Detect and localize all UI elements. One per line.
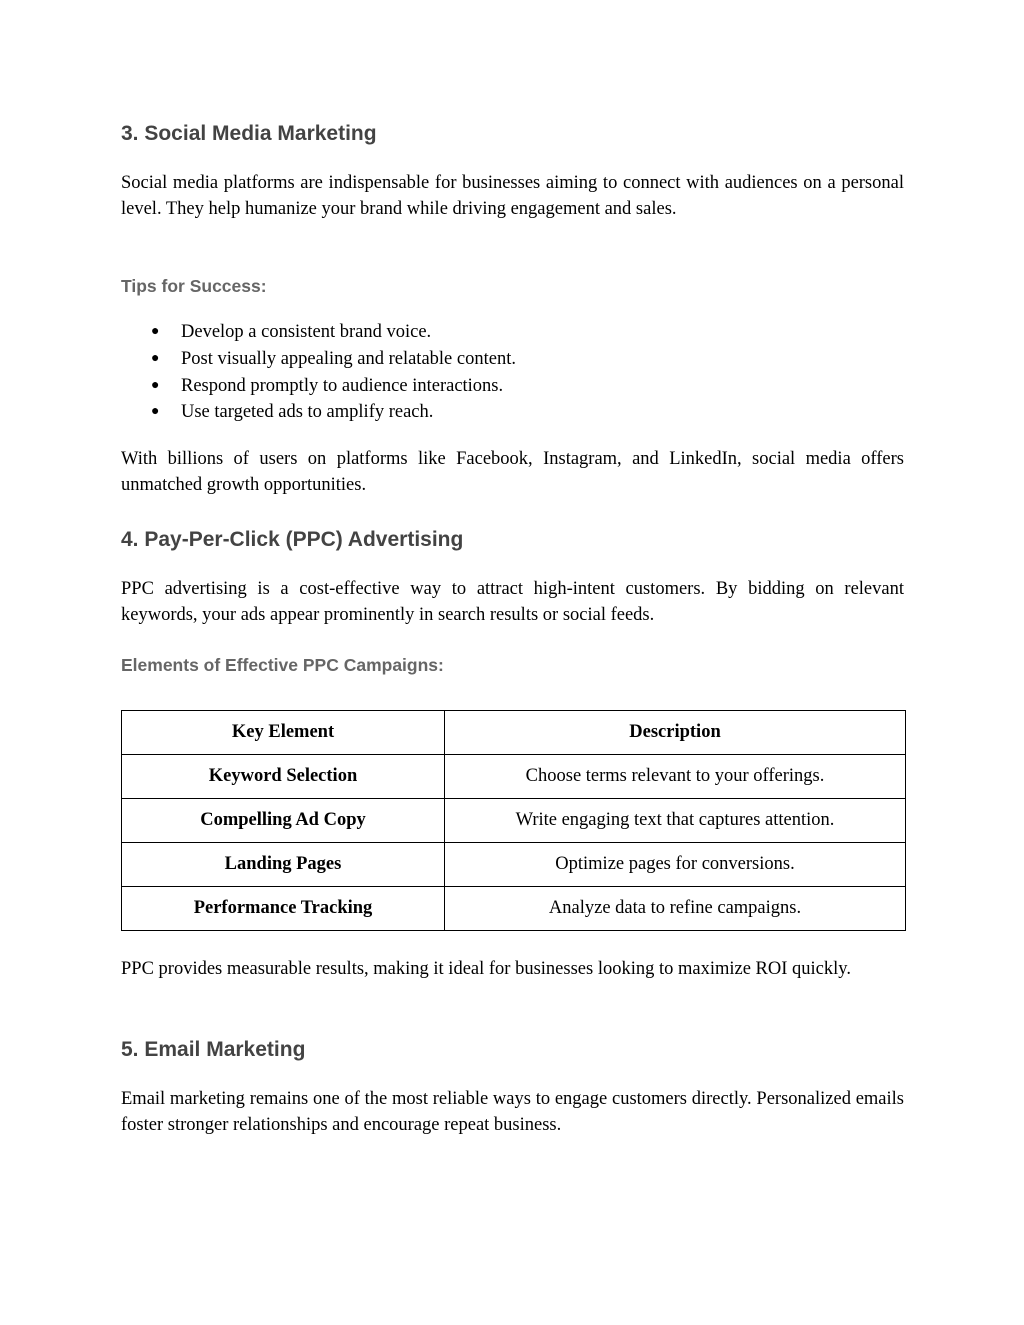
table-row <box>122 799 906 843</box>
bullet-icon: ● <box>151 324 160 339</box>
key-element-cell: Landing Pages <box>122 843 445 887</box>
ppc-intro: PPC advertising is a cost-effective way to attract high-intent customers. By bidding on relevant keywords, your ads appear prominently in search results or social feeds. <box>121 579 904 626</box>
list-item-text: Post visually appealing and relatable content. <box>181 348 516 369</box>
table-header-row <box>122 711 906 755</box>
list-item-text: Develop a consistent brand voice. <box>181 322 432 342</box>
description-cell: Choose terms relevant to your offerings. <box>445 755 906 799</box>
bullet-icon: ● <box>151 350 160 366</box>
list-item <box>121 319 904 346</box>
table-row <box>122 843 906 887</box>
social-media-heading: 3. Social Media Marketing <box>121 122 377 145</box>
ppc-heading: 4. Pay-Per-Click (PPC) Advertising <box>121 528 464 551</box>
social-media-closing: With billions of users on platforms like Facebook, Instagram, and LinkedIn, social media offers unmatched growth opportunities. <box>121 449 904 496</box>
description-cell: Write engaging text that captures attention. <box>445 799 906 843</box>
tips-heading: Tips for Success: <box>121 276 267 296</box>
ppc-table-wrapper <box>121 710 904 931</box>
email-marketing-heading: 5. Email Marketing <box>121 1038 306 1061</box>
list-item-text: Respond promptly to audience interactions. <box>181 375 504 396</box>
description-cell: Analyze data to refine campaigns. <box>445 887 906 931</box>
list-item <box>121 346 904 373</box>
tips-list <box>121 319 904 426</box>
list-item <box>121 399 904 426</box>
column-header-key-element: Key Element <box>122 711 445 755</box>
bullet-icon: ● <box>151 377 160 393</box>
social-media-intro: Social media platforms are indispensable for businesses aiming to connect with audiences on a personal level. They help humanize your brand while driving engagement and sales. <box>121 173 904 220</box>
ppc-closing: PPC provides measurable results, making it ideal for businesses looking to maximize ROI quickly. <box>121 959 851 979</box>
description-cell: Optimize pages for conversions. <box>445 843 906 887</box>
ppc-elements-heading: Elements of Effective PPC Campaigns: <box>121 655 444 675</box>
key-element-cell: Performance Tracking <box>122 887 445 931</box>
table-row <box>122 755 906 799</box>
list-item-text: Use targeted ads to amplify reach. <box>181 402 434 423</box>
email-marketing-intro: Email marketing remains one of the most reliable ways to engage customers directly. Personalized emails foster stronger relationships and encourage repeat business. <box>121 1089 904 1136</box>
list-item <box>121 373 904 400</box>
table-row <box>122 887 906 931</box>
bullet-icon: ● <box>151 404 160 420</box>
ppc-elements-table <box>121 710 906 931</box>
key-element-cell: Keyword Selection <box>122 755 445 799</box>
key-element-cell: Compelling Ad Copy <box>122 799 445 843</box>
column-header-description: Description <box>445 711 906 755</box>
